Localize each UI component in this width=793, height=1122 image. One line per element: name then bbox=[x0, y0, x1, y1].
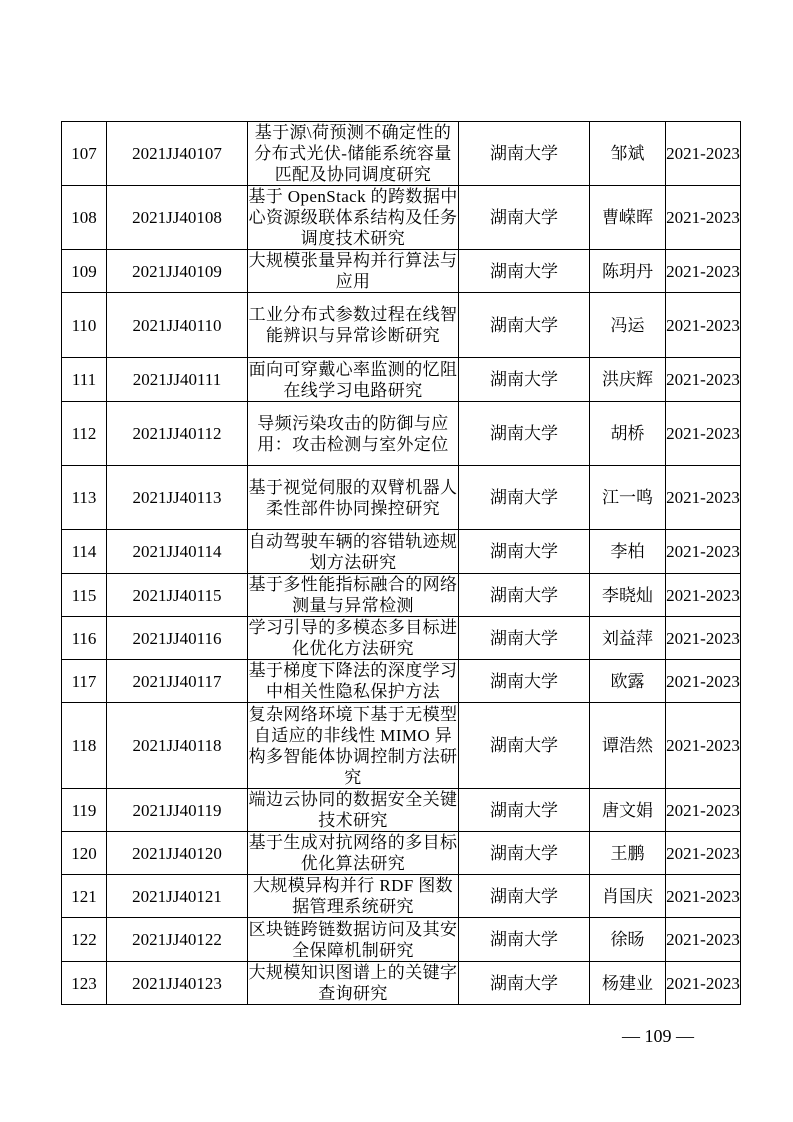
row-number: 115 bbox=[62, 574, 107, 617]
project-period: 2021-2023 bbox=[666, 918, 741, 962]
principal-investigator: 陈玥丹 bbox=[590, 250, 666, 293]
institution: 湖南大学 bbox=[459, 703, 590, 789]
table-row bbox=[62, 530, 741, 574]
institution: 湖南大学 bbox=[459, 918, 590, 962]
row-number: 113 bbox=[62, 466, 107, 530]
row-number: 123 bbox=[62, 962, 107, 1005]
table-row bbox=[62, 402, 741, 466]
principal-investigator: 李晓灿 bbox=[590, 574, 666, 617]
principal-investigator: 洪庆辉 bbox=[590, 358, 666, 402]
table-row bbox=[62, 703, 741, 789]
principal-investigator: 唐文娟 bbox=[590, 789, 666, 832]
principal-investigator: 曹嵘晖 bbox=[590, 186, 666, 250]
project-code: 2021JJ40116 bbox=[107, 617, 248, 660]
institution: 湖南大学 bbox=[459, 832, 590, 875]
row-number: 107 bbox=[62, 122, 107, 186]
project-code: 2021JJ40108 bbox=[107, 186, 248, 250]
project-code: 2021JJ40115 bbox=[107, 574, 248, 617]
project-code: 2021JJ40113 bbox=[107, 466, 248, 530]
project-code: 2021JJ40112 bbox=[107, 402, 248, 466]
row-number: 120 bbox=[62, 832, 107, 875]
project-code: 2021JJ40123 bbox=[107, 962, 248, 1005]
project-title: 工业分布式参数过程在线智能辨识与异常诊断研究 bbox=[248, 293, 459, 358]
project-title: 自动驾驶车辆的容错轨迹规划方法研究 bbox=[248, 531, 458, 572]
table-row bbox=[62, 466, 741, 530]
table-row bbox=[62, 617, 741, 660]
project-period: 2021-2023 bbox=[666, 466, 741, 530]
row-number: 109 bbox=[62, 250, 107, 293]
principal-investigator: 邹斌 bbox=[590, 122, 666, 186]
project-code: 2021JJ40121 bbox=[107, 875, 248, 918]
project-code: 2021JJ40114 bbox=[107, 530, 248, 574]
project-title: 学习引导的多模态多目标进化优化方法研究 bbox=[248, 618, 458, 658]
row-number: 117 bbox=[62, 660, 107, 703]
project-period: 2021-2023 bbox=[666, 402, 741, 466]
table-row bbox=[62, 358, 741, 402]
principal-investigator: 肖国庆 bbox=[590, 875, 666, 918]
institution: 湖南大学 bbox=[459, 250, 590, 293]
project-code: 2021JJ40117 bbox=[107, 660, 248, 703]
project-period: 2021-2023 bbox=[666, 530, 741, 574]
row-number: 110 bbox=[62, 293, 107, 358]
row-number: 114 bbox=[62, 530, 107, 574]
principal-investigator: 杨建业 bbox=[590, 962, 666, 1005]
project-period: 2021-2023 bbox=[666, 832, 741, 875]
project-table bbox=[61, 121, 741, 1005]
project-title: 基于视觉伺服的双臂机器人柔性部件协同操控研究 bbox=[248, 466, 459, 530]
project-title: 面向可穿戴心率监测的忆阻在线学习电路研究 bbox=[248, 359, 458, 400]
principal-investigator: 冯运 bbox=[590, 293, 666, 358]
project-period: 2021-2023 bbox=[666, 617, 741, 660]
table-row bbox=[62, 186, 741, 250]
principal-investigator: 胡桥 bbox=[590, 402, 666, 466]
principal-investigator: 李柏 bbox=[590, 530, 666, 574]
project-title: 端边云协同的数据安全关键技术研究 bbox=[248, 790, 458, 830]
table-row bbox=[62, 789, 741, 832]
row-number: 122 bbox=[62, 918, 107, 962]
principal-investigator: 徐旸 bbox=[590, 918, 666, 962]
project-title: 导频污染攻击的防御与应用：攻击检测与室外定位 bbox=[248, 402, 459, 466]
project-period: 2021-2023 bbox=[666, 962, 741, 1005]
table-row bbox=[62, 918, 741, 962]
table-row bbox=[62, 832, 741, 875]
project-title: 基于 OpenStack 的跨数据中心资源级联体系结构及任务调度技术研究 bbox=[248, 187, 458, 248]
table-row bbox=[62, 293, 741, 358]
table-row bbox=[62, 122, 741, 186]
project-title: 基于梯度下降法的深度学习中相关性隐私保护方法 bbox=[248, 661, 458, 701]
project-code: 2021JJ40118 bbox=[107, 703, 248, 789]
project-period: 2021-2023 bbox=[666, 122, 741, 186]
project-code: 2021JJ40111 bbox=[107, 358, 248, 402]
table-row bbox=[62, 962, 741, 1005]
principal-investigator: 王鹏 bbox=[590, 832, 666, 875]
project-code: 2021JJ40107 bbox=[107, 122, 248, 186]
project-period: 2021-2023 bbox=[666, 789, 741, 832]
project-period: 2021-2023 bbox=[666, 875, 741, 918]
project-code: 2021JJ40119 bbox=[107, 789, 248, 832]
project-period: 2021-2023 bbox=[666, 660, 741, 703]
project-title: 大规模异构并行 RDF 图数据管理系统研究 bbox=[248, 875, 459, 918]
institution: 湖南大学 bbox=[459, 402, 590, 466]
project-period: 2021-2023 bbox=[666, 186, 741, 250]
project-title: 大规模知识图谱上的关键字查询研究 bbox=[248, 963, 458, 1003]
principal-investigator: 江一鸣 bbox=[590, 466, 666, 530]
institution: 湖南大学 bbox=[459, 660, 590, 703]
row-number: 111 bbox=[62, 358, 107, 402]
table-row bbox=[62, 875, 741, 918]
institution: 湖南大学 bbox=[459, 293, 590, 358]
principal-investigator: 谭浩然 bbox=[590, 703, 666, 789]
row-number: 112 bbox=[62, 402, 107, 466]
institution: 湖南大学 bbox=[459, 789, 590, 832]
table-row bbox=[62, 574, 741, 617]
project-period: 2021-2023 bbox=[666, 250, 741, 293]
institution: 湖南大学 bbox=[459, 122, 590, 186]
project-title: 区块链跨链数据访问及其安全保障机制研究 bbox=[248, 919, 458, 960]
institution: 湖南大学 bbox=[459, 875, 590, 918]
institution: 湖南大学 bbox=[459, 617, 590, 660]
project-code: 2021JJ40120 bbox=[107, 832, 248, 875]
table-row bbox=[62, 250, 741, 293]
principal-investigator: 刘益萍 bbox=[590, 617, 666, 660]
institution: 湖南大学 bbox=[459, 358, 590, 402]
institution: 湖南大学 bbox=[459, 466, 590, 530]
project-code: 2021JJ40122 bbox=[107, 918, 248, 962]
project-code: 2021JJ40110 bbox=[107, 293, 248, 358]
row-number: 118 bbox=[62, 703, 107, 789]
project-title: 基于多性能指标融合的网络测量与异常检测 bbox=[248, 575, 458, 615]
institution: 湖南大学 bbox=[459, 186, 590, 250]
project-period: 2021-2023 bbox=[666, 574, 741, 617]
project-period: 2021-2023 bbox=[666, 703, 741, 789]
institution: 湖南大学 bbox=[459, 962, 590, 1005]
row-number: 108 bbox=[62, 186, 107, 250]
project-title: 大规模张量异构并行算法与应用 bbox=[248, 251, 458, 291]
institution: 湖南大学 bbox=[459, 530, 590, 574]
page-number: — 109 — bbox=[622, 1026, 694, 1046]
institution: 湖南大学 bbox=[459, 574, 590, 617]
row-number: 116 bbox=[62, 617, 107, 660]
table-row bbox=[62, 660, 741, 703]
principal-investigator: 欧露 bbox=[590, 660, 666, 703]
project-code: 2021JJ40109 bbox=[107, 250, 248, 293]
row-number: 121 bbox=[62, 875, 107, 918]
project-period: 2021-2023 bbox=[666, 358, 741, 402]
project-title: 复杂网络环境下基于无模型自适应的非线性 MIMO 异构多智能体协调控制方法研究 bbox=[248, 704, 458, 787]
project-title: 基于源\荷预测不确定性的分布式光伏-储能系统容量匹配及协同调度研究 bbox=[248, 122, 459, 186]
project-title: 基于生成对抗网络的多目标优化算法研究 bbox=[248, 833, 458, 873]
project-period: 2021-2023 bbox=[666, 293, 741, 358]
row-number: 119 bbox=[62, 789, 107, 832]
